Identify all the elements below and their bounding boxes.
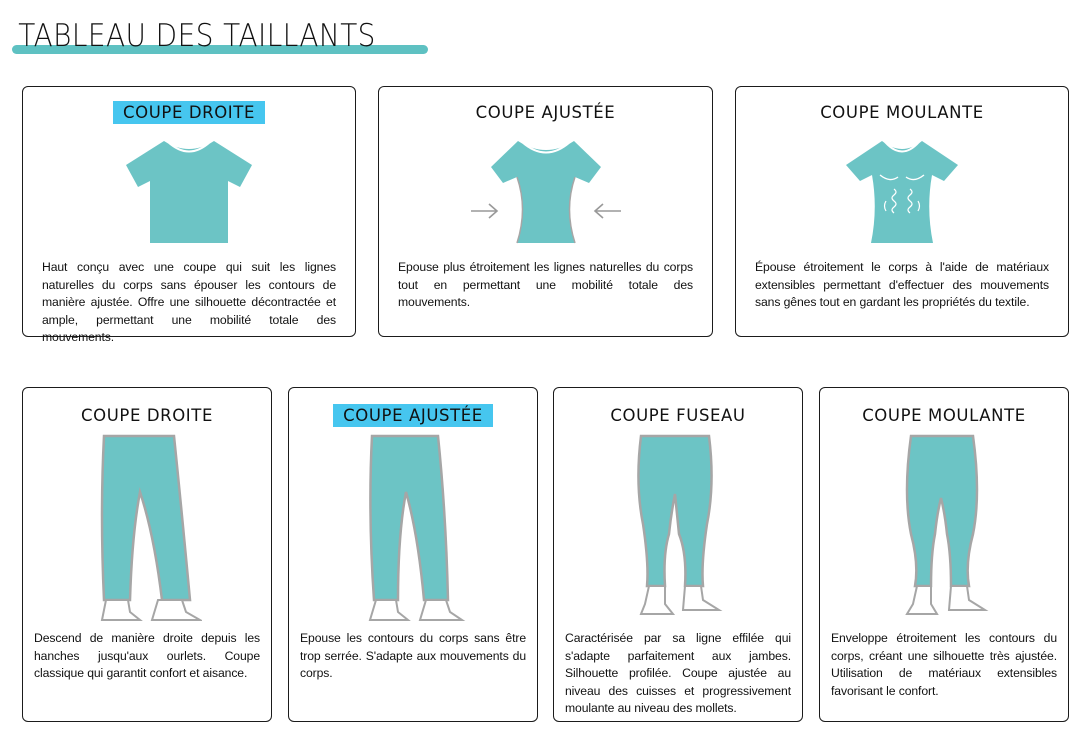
card-bottom-coupe-fuseau xyxy=(553,387,803,722)
card-description: Epouse plus étroitement les lignes naturelles du corps tout en permettant une mobilité totale des mouvements. xyxy=(398,260,693,309)
card-title: COUPE MOULANTE xyxy=(862,406,1026,425)
card-description: Enveloppe étroitement les contours du corps, créant une silhouette très ajustée. Utilisation de matériaux extensibles favorisant le confort. xyxy=(831,631,1057,698)
card-top-coupe-ajustee xyxy=(378,86,713,337)
pants-tight-icon xyxy=(820,434,1068,624)
card-description: Épouse étroitement le corps à l'aide de matériaux extensibles permettant d'effectuer des mouvements sans gênes tout en gardant les propriétés du textile. xyxy=(755,260,1049,309)
card-title: COUPE DROITE xyxy=(81,406,213,425)
card-title: COUPE MOULANTE xyxy=(820,103,984,122)
card-top-coupe-moulante xyxy=(735,86,1069,337)
card-description: Descend de manière droite depuis les hanches jusqu'aux ourlets. Coupe classique qui garantit confort et aisance. xyxy=(34,631,260,680)
page-header xyxy=(12,18,416,54)
card-bottom-coupe-moulante xyxy=(819,387,1069,722)
card-top-coupe-droite xyxy=(22,86,356,344)
card-title: COUPE FUSEAU xyxy=(610,406,746,425)
card-title: COUPE DROITE xyxy=(113,101,265,124)
card-title: COUPE AJUSTÉE xyxy=(475,103,616,122)
card-description: Epouse les contours du corps sans être trop serrée. S'adapte aux mouvements du corps. xyxy=(300,631,526,680)
tshirt-fitted-icon xyxy=(379,137,712,245)
card-title: COUPE AJUSTÉE xyxy=(333,404,493,427)
card-description: Haut conçu avec une coupe qui suit les lignes naturelles du corps sans épouser les contours de manière ajustée. Offre une silhouette décontractée et ample, permettant une mobilité totale des mouvements. xyxy=(42,260,336,344)
page-title: TABLEAU DES TAILLANTS xyxy=(18,18,376,54)
pants-straight-icon xyxy=(23,434,271,624)
tshirt-straight-icon xyxy=(23,137,355,245)
card-description: Caractérisée par sa ligne effilée qui s'adapte parfaitement aux jambes. Silhouette profilée. Coupe ajustée au niveau des cuisses et progressivement moulante au niveau des mollets. xyxy=(565,631,791,715)
pants-fitted-icon xyxy=(289,434,537,624)
tshirt-compression-icon xyxy=(736,137,1068,245)
card-bottom-coupe-droite xyxy=(22,387,272,722)
card-bottom-coupe-ajustee xyxy=(288,387,538,722)
pants-tapered-icon xyxy=(554,434,802,624)
